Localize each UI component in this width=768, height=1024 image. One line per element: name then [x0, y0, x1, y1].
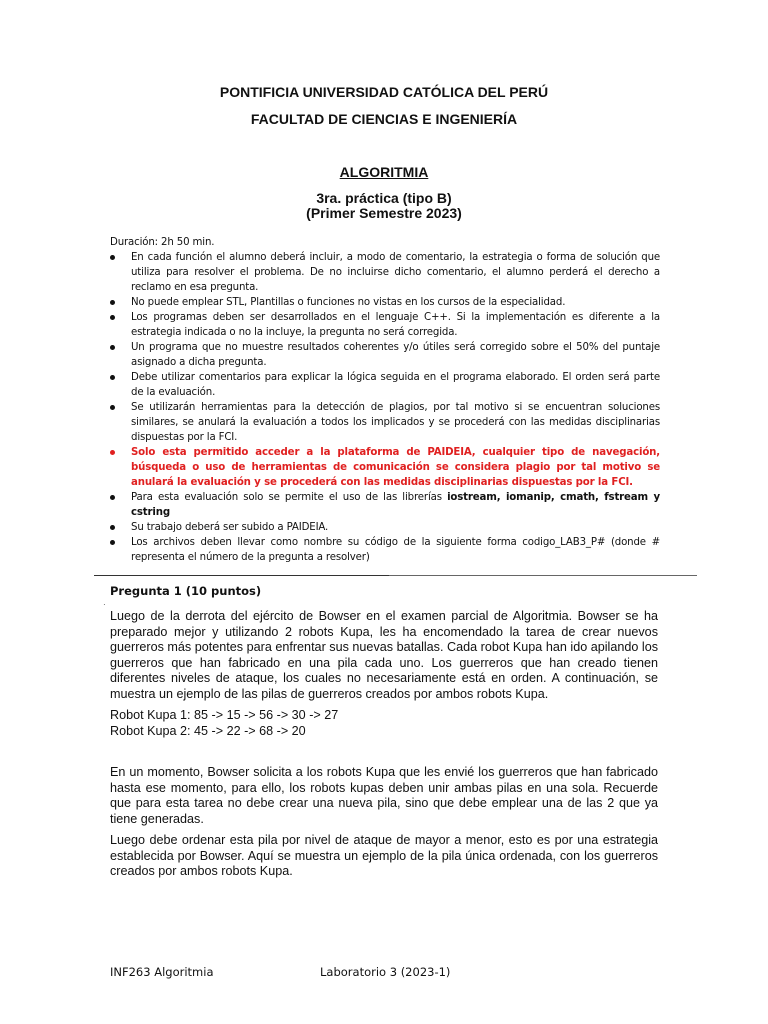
- bullet-icon: [110, 375, 115, 380]
- bullet-icon: [110, 255, 115, 260]
- question-paragraph-3: Luego debe ordenar esta pila por nivel de ataque de mayor a menor, esto es por una estrategia establecida por Bowser. Aquí se muestra un ejemplo de la pila única ordenada, con los guerreros creados por ambos robots Kupa.: [110, 833, 658, 878]
- bullet-icon: [110, 525, 115, 530]
- robot-stack-2: Robot Kupa 2: 45 -> 22 -> 68 -> 20: [110, 723, 306, 738]
- list-item: Su trabajo deberá ser subido a PAIDEIA.: [110, 520, 660, 535]
- bullet-icon: [110, 345, 115, 350]
- course-title: ALGORITMIA: [339, 164, 429, 180]
- semester: (Primer Semestre 2023): [306, 205, 462, 221]
- university-name: PONTIFICIA UNIVERSIDAD CATÓLICA DEL PERÚ: [219, 84, 549, 100]
- list-item-warning: Solo esta permitido acceder a la plataforma de PAIDEIA, cualquier tipo de navegación, búsqueda o uso de herramientas de comunicación se considera plagio por tal motivo se anulará la evaluación y se procederá con las medidas disciplinarias dispuestas por la FCI.: [110, 445, 660, 490]
- divider-right: [389, 575, 697, 576]
- duration: Duración: 2h 50 min.: [110, 237, 215, 248]
- allowed-libraries: iostream, iomanip, cmath, fstream y cstring: [131, 492, 660, 518]
- question-paragraph-1: Luego de la derrota del ejército de Bowser en el examen parcial de Algoritmia. Bowser se ha preparado mejor y utilizando 2 robots Kupa, les ha encomendado la tarea de crear nuevos guerreros más potentes para enfrentar sus nuevas batallas. Cada robot Kupa han ido apilando los guerreros que han fabricado en una pila cada uno. Los guerreros que han creado tienen diferentes niveles de ataque, los cuales no necesariamente está en orden. A continuación, se muestra un ejemplo de las pilas de guerreros creados por ambos robots Kupa.: [110, 609, 658, 701]
- robot-stacks: [110, 708, 658, 739]
- instructions: [110, 235, 660, 565]
- instructions-list: [110, 250, 660, 565]
- list-item: Se utilizarán herramientas para la detección de plagios, por tal motivo si se encuentran soluciones similares, se anulará la evaluación a todos los implicados y se procederá con las medidas disciplinarias dispuestas por la FCI.: [110, 400, 660, 445]
- list-item: Debe utilizar comentarios para explicar la lógica seguida en el programa elaborado. El orden será parte de la evaluación.: [110, 370, 660, 400]
- bullet-icon: [110, 315, 115, 320]
- list-item: En cada función el alumno deberá incluir, a modo de comentario, la estrategia o forma de solución que utiliza para resolver el problema. De no incluirse dicho comentario, el alumno perderá el derecho a reclamo en esa pregunta.: [110, 250, 660, 295]
- list-item: No puede emplear STL, Plantillas o funciones no vistas en los cursos de la especialidad.: [110, 295, 660, 310]
- bullet-icon: [110, 300, 115, 305]
- bullet-icon: [110, 450, 115, 455]
- robot-stack-1: Robot Kupa 1: 85 -> 15 -> 56 -> 30 -> 27: [110, 708, 339, 722]
- footer-lab: Laboratorio 3 (2023-1): [320, 965, 451, 979]
- footer-course: INF263 Algoritmia: [110, 965, 214, 979]
- question-paragraph-2: En un momento, Bowser solicita a los robots Kupa que les envié los guerreros que han fabricado hasta ese momento, para ello, los robots kupas deben unir ambas pilas en una sola. Recuerde que para esta tarea no debe crear una nueva pila, sino que debe emplear una de las 2 que ya tiene generadas.: [110, 765, 658, 826]
- bullet-icon: [110, 540, 115, 545]
- practice-type: 3ra. práctica (tipo B): [316, 190, 452, 206]
- faculty-name: FACULTAD DE CIENCIAS E INGENIERÍA: [250, 111, 518, 127]
- list-item: Los programas deben ser desarrollados en el lenguaje C++. Si la implementación es diferente a la estrategia indicada o no la incluye, la pregunta no será corregida.: [110, 310, 660, 340]
- question-title: Pregunta 1 (10 puntos): [110, 584, 262, 598]
- bullet-icon: [110, 495, 115, 500]
- stray-dot: ·: [103, 600, 106, 609]
- practice-subtitle: [0, 191, 768, 221]
- list-item: Un programa que no muestre resultados coherentes y/o útiles será corregido sobre el 50% del puntaje asignado a dicha pregunta.: [110, 340, 660, 370]
- list-item: Los archivos deben llevar como nombre su código de la siguiente forma codigo_LAB3_P# (donde # representa el número de la pregunta a resolver): [110, 535, 660, 565]
- divider-left: [94, 575, 389, 576]
- list-item: Para esta evaluación solo se permite el uso de las librerías iostream, iomanip, cmath, fstream y cstring: [110, 490, 660, 520]
- bullet-icon: [110, 405, 115, 410]
